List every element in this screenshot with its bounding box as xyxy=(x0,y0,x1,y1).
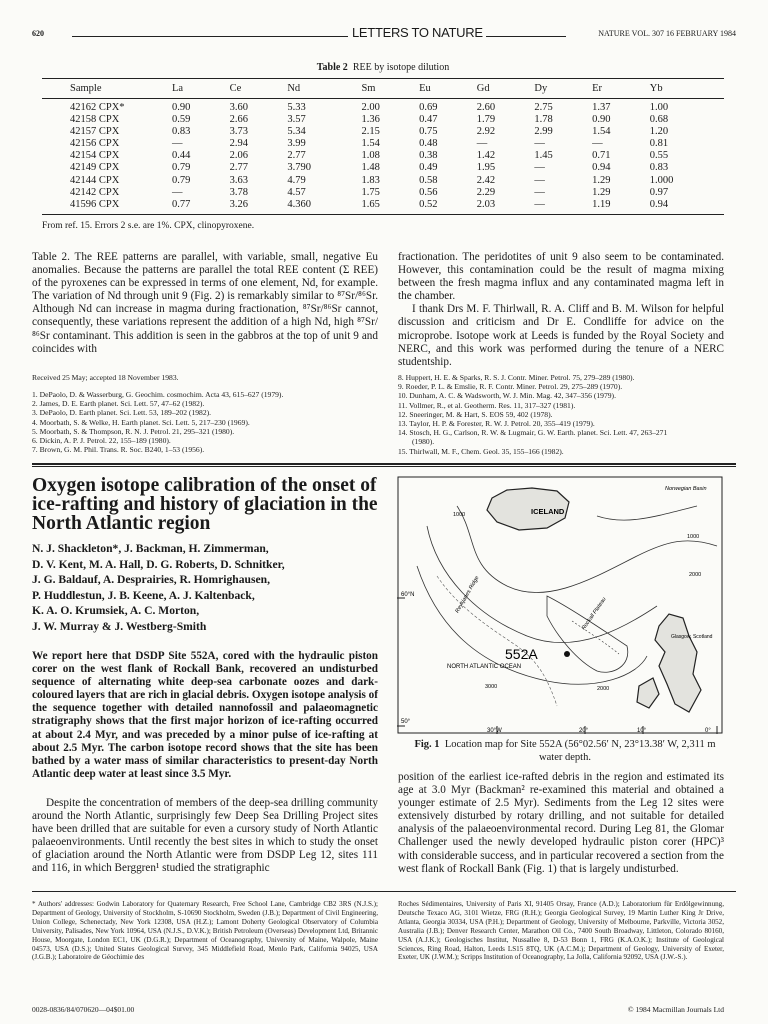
prev-article-text-left: Table 2. The REE patterns are parallel, with variable, small, negative Eu anomalies. Because the patterns are parallel the total REE content (Σ REE) of the pyroxenes can be expressed in terms of one element, Nd, for example. The variation of Nd through unit 9 (Fig. 2) is remarkably similar to ⁸⁷Sr/⁸⁶Sr. Although Nd can increase in magma during fractionation, ⁸⁷Sr/⁸⁶Sr cannot, consequently, these variations represent the addition of a high Nd, high ⁸⁷Sr/⁸⁶Sr contaminant. This addition is seen in the gabbros at the top of unit 9 and coincides with xyxy=(32,251,378,355)
table-body xyxy=(42,99,724,215)
reference-item: 13. Taylor, H. P. & Forester, R. W. J. Petrol. 20, 355–419 (1979). xyxy=(398,419,595,429)
table-row xyxy=(42,114,724,126)
table-row xyxy=(42,138,724,150)
label-lon-0: 0° xyxy=(705,728,711,734)
table-cell: 0.90 xyxy=(172,102,191,113)
label-iceland: ICELAND xyxy=(531,507,565,516)
table-header-cell: Eu xyxy=(419,83,431,94)
table-title xyxy=(42,62,724,73)
table-cell: 1.79 xyxy=(476,114,496,126)
label-reykjanes-ridge: Reykjanes Ridge xyxy=(454,575,481,615)
table-cell: 0.81 xyxy=(649,138,669,150)
page-number: 620 xyxy=(32,29,44,38)
reference-item: 3. DePaolo, D. Earth planet. Sci. Lett. 53, 189–202 (1982). xyxy=(32,408,212,418)
table-cell: 0.69 xyxy=(419,102,438,113)
table-row xyxy=(42,150,724,162)
table-cell: 0.90 xyxy=(592,114,611,126)
running-header xyxy=(32,26,736,42)
figure-label: Fig. 1 xyxy=(414,739,440,750)
table-cell: 1.29 xyxy=(592,186,611,198)
table-cell: 0.79 xyxy=(172,162,191,174)
reference-item: 10. Dunham, A. C. & Wadsworth, W. J. Min. Mag. 42, 347–356 (1979). xyxy=(398,391,616,401)
label-lat-60: 60°N xyxy=(401,592,415,598)
table-footnote: From ref. 15. Errors 2 s.e. are 1%. CPX, clinopyroxene. xyxy=(42,220,255,231)
table-cell: 0.77 xyxy=(172,198,191,210)
table-cell: 42157 CPX xyxy=(70,126,120,138)
table-cell: 42144 CPX xyxy=(70,174,120,186)
label-lon-30: 30°W xyxy=(487,728,502,734)
copyright: © 1984 Macmillan Journals Ltd xyxy=(627,1005,724,1014)
table-cell: 3.63 xyxy=(229,174,249,186)
references-right xyxy=(398,373,724,456)
table-cell: 1.75 xyxy=(361,186,380,198)
author-line: J. G. Baldauf, A. Desprairies, R. Homrighausen, xyxy=(32,573,271,586)
table-cell: 41596 CPX xyxy=(70,198,120,210)
author-line: K. A. O. Krumsiek, A. C. Morton, xyxy=(32,604,200,617)
table-cell: 5.34 xyxy=(287,126,306,138)
ree-table xyxy=(42,78,724,215)
label-contour-2000b: 2000 xyxy=(597,686,610,692)
label-norwegian-basin: Norwegian Basin xyxy=(665,486,707,492)
table-cell: 4.360 xyxy=(287,198,311,210)
table-row xyxy=(42,126,724,138)
table-cell: 42154 CPX xyxy=(70,150,120,162)
table-cell: 2.29 xyxy=(476,186,496,198)
table-cell: 0.94 xyxy=(649,198,669,210)
footnote-rule xyxy=(32,891,736,892)
reference-item: 2. James, D. E. Earth planet. Sci. Lett. 57, 47–62 (1982). xyxy=(32,399,205,409)
author-list xyxy=(32,541,378,634)
table-cell: 0.83 xyxy=(649,162,669,174)
reference-item: 1. DePaolo, D. & Wasserburg, G. Geochim. cosmochim. Acta 43, 615–627 (1979). xyxy=(32,390,284,399)
author-line: N. J. Shackleton*, J. Backman, H. Zimmerman, xyxy=(32,542,269,555)
author-addresses-left: * Authors' addresses: Godwin Laboratory for Quaternary Research, Free School Lane, Cambridge CB2 3RS (N.J.S.); Department of Geology, University of Stockholm, S-10690 Stockholm, Sweden (J.B.); Department of Civil Engineering, Union College, Schenectady, New York 12308, USA (H.Z.); Lamont Doherty Geological Observatory of Columbia University, Palisades, New York 10964, USA (N.J.S., D.V.K.); British Petroleum (Overseas) Development Ltd, Britannic House, Moorgate, London EC1, UK (D.G.R.); Department of Oceanography, University of Maine, Walpole, Maine 04573, USA (D.S.); United States Geological Survey, 345 Middlefield Road, Menlo Park, California 94025, USA (J.G.B.); Laboratoire de Géochimie des xyxy=(32,900,378,962)
table-header-cell: Er xyxy=(592,83,602,94)
label-contour-3000: 3000 xyxy=(485,684,498,690)
article-code: 0028-0836/84/070620—04$01.00 xyxy=(32,1005,135,1014)
table-header-cell: Gd xyxy=(476,83,490,94)
table-cell: — xyxy=(534,174,545,186)
author-line: D. V. Kent, M. A. Hall, D. G. Roberts, D. Schnitker, xyxy=(32,557,285,571)
table-header-cell: Yb xyxy=(649,83,663,94)
figure-caption xyxy=(410,739,720,764)
reference-item: 4. Moorbath, S. & Welke, H. Earth planet. Sci. Lett. 5, 217–230 (1969). xyxy=(32,417,250,427)
table-cell: 0.48 xyxy=(419,138,438,150)
table-cell: 1.45 xyxy=(534,150,553,162)
table-cell: 4.79 xyxy=(287,174,306,186)
table-cell: 42156 CPX xyxy=(70,138,120,150)
table-cell: 1.29 xyxy=(592,174,611,186)
table-cell: — xyxy=(476,138,488,150)
table-cell: 2.77 xyxy=(229,162,249,174)
table-cell: — xyxy=(534,186,545,198)
reference-item: 14. Stosch, H. G., Carlson, R. W. & Lugmair, G. W. Earth. planet. Sci. Lett. 47, 263–271 xyxy=(398,428,668,438)
table-cell: 2.42 xyxy=(476,174,496,186)
table-cell: 0.68 xyxy=(649,114,669,126)
table-row xyxy=(42,99,724,115)
prev-article-text-right xyxy=(398,251,724,369)
table-cell: 1.48 xyxy=(361,162,380,174)
label-glasgow: Glasgow, Scotland xyxy=(671,634,713,640)
table-caption: REE by isotope dilution xyxy=(352,62,450,73)
table-cell: 0.59 xyxy=(172,114,191,126)
table-header-cell: Sm xyxy=(361,83,376,94)
reference-item: 11. Vollmer, R., et al. Geotherm. Res. 11, 317–327 (1981). xyxy=(398,400,576,410)
table-cell: 3.78 xyxy=(229,186,249,198)
table-cell: 0.75 xyxy=(419,126,438,138)
label-contour-1000b: 1000 xyxy=(687,534,700,540)
table-cell: 1.20 xyxy=(649,126,669,138)
table-cell: 1.54 xyxy=(361,138,380,150)
table-cell: 4.57 xyxy=(287,186,306,198)
table-cell: 1.36 xyxy=(361,114,380,126)
table-cell: 2.06 xyxy=(229,150,249,162)
table-cell: 42142 CPX xyxy=(70,186,120,198)
label-ocean: NORTH ATLANTIC OCEAN xyxy=(447,664,522,670)
body-text-left: Despite the concentration of members of the deep-sea drilling community around the North Atlantic, surprisingly few Deep Sea Drilling Project sites have been drilled that are suitable for even a cursory study of North Atlantic palaeoenvironments. Until recently the best sites in which to study the onset of glaciation around the North Atlantic were from DSDP Leg 12, sites 111 and 116, in which Berggren¹ studied the stratigraphic xyxy=(32,797,378,875)
table-cell: 1.78 xyxy=(534,114,553,126)
table-cell: 0.38 xyxy=(419,150,438,162)
table-cell: 2.75 xyxy=(534,102,553,113)
table-cell: 1.08 xyxy=(361,150,380,162)
table-cell: — xyxy=(172,138,183,150)
table-cell: 3.73 xyxy=(229,126,249,138)
table-row xyxy=(42,187,724,199)
table-cell: — xyxy=(592,138,603,150)
table-cell: 0.56 xyxy=(419,186,438,198)
table-row xyxy=(42,175,724,187)
table-cell: 2.60 xyxy=(476,102,496,113)
prev-article-acknowledgements: I thank Drs M. F. Thirlwall, R. A. Cliff and B. M. Wilson for helpful discussion and criticism and Dr E. Condliffe for advice on the microprobe. Isotope work at Leeds is funded by the Royal Society and NERC, and this work was performed during the tenure of a NERC studentship. xyxy=(398,303,724,368)
reference-item: (1980). xyxy=(412,437,435,447)
reference-item: 15. Thirlwall, M. F., Chem. Geol. 35, 155–166 (1982). xyxy=(398,446,564,456)
table-cell: 1.95 xyxy=(476,162,496,174)
reference-item: 7. Brown, G. M. Phil. Trans. R. Soc. B240, 1–53 (1956). xyxy=(32,445,205,455)
label-contour-2000a: 2000 xyxy=(689,572,702,578)
table-cell: 0.94 xyxy=(592,162,611,174)
table-cell: 1.54 xyxy=(592,126,611,138)
author-line: P. Huddlestun, J. B. Keene, A. J. Kaltenback, xyxy=(32,588,255,602)
article-divider xyxy=(32,463,736,465)
reference-item: 9. Roeder, P. L. & Emslie, R. F. Contr. Miner. Petrol. 29, 275–289 (1970). xyxy=(398,382,623,392)
table-cell: 0.49 xyxy=(419,162,438,174)
header-rule-left xyxy=(72,36,348,37)
table-cell: 0.44 xyxy=(172,150,191,162)
table-cell: 1.65 xyxy=(361,198,380,210)
author-addresses-right: Roches Sédimentaires, University of Paris XI, 91405 Orsay, France (A.D.); Laboratorium für Erdölgewinnung, Deutsche Texaco AG, 3101 Wietze, FRG (R.H.); Georgia Geological Survey, 19 Martin Luther King Jr Drive, Atlanta, Georgia 30334, USA (P.H.); Department of Geology, University of Melbourne, Parkville, Victoria 3052, Australia (J.B.); Denver Research Center, Marathon Oil Co., 7400 South Broadway, Littleton, Colorado 80160, USA (A.J.K.); Geologisches Institut, Nussallee 8, D-53 Bonn 1, FRG (K.A.O.K.); Institute of Geological Sciences, Ring Road, Halton, Leeds LS15 8TQ, UK (A.C.M.); Department of Geology, University of Exeter, Exeter, UK (J.W.M.); Scripps Institution of Oceanography, La Jolla, California 92092, USA (J.W.-S.). xyxy=(398,900,724,962)
table-row xyxy=(42,199,724,215)
references-left xyxy=(32,390,378,454)
table-header-cell: Sample xyxy=(70,83,102,94)
author-line: J. W. Murray & J. Westberg-Smith xyxy=(32,619,207,633)
reference-item: 6. Dickin, A. P. J. Petrol. 22, 155–189 (1980). xyxy=(32,436,171,446)
table-header-cell: Ce xyxy=(229,83,242,94)
table-cell: 42149 CPX xyxy=(70,162,120,174)
table-cell: 1.00 xyxy=(649,102,669,113)
table-cell: 0.47 xyxy=(419,114,438,126)
table-cell: 2.99 xyxy=(534,126,553,138)
site-552a-marker xyxy=(564,651,570,657)
header-rule-right xyxy=(486,36,566,37)
table-cell: 42158 CPX xyxy=(70,114,120,126)
table-cell: 0.97 xyxy=(649,186,669,198)
table-cell: 1.19 xyxy=(592,198,611,210)
table-cell: 3.26 xyxy=(229,198,249,210)
table-cell: — xyxy=(534,138,545,150)
table-cell: 3.99 xyxy=(287,138,306,150)
label-contour-1000a: 1000 xyxy=(453,512,466,518)
reference-item: 8. Huppert, H. E. & Sparks, R. S. J. Contr. Miner. Petrol. 75, 279–289 (1980). xyxy=(398,373,635,382)
article-title: Oxygen isotope calibration of the onset of ice-rafting and history of glaciation in the North Atlantic region xyxy=(32,475,378,534)
table-cell: 2.92 xyxy=(476,126,496,138)
label-lat-50: 50° xyxy=(401,719,411,725)
label-rockall-plateau: Rockall Plateau xyxy=(580,596,608,632)
table-cell: 2.66 xyxy=(229,114,249,126)
article-divider-thin xyxy=(32,466,736,467)
reference-item: 5. Moorbath, S. & Thompson, R. N. J. Petrol. 21, 295–321 (1980). xyxy=(32,426,235,436)
table-cell: 3.57 xyxy=(287,114,306,126)
received-date: Received 25 May; accepted 18 November 1983. xyxy=(32,373,179,382)
table-cell: 2.15 xyxy=(361,126,380,138)
table-cell: 2.00 xyxy=(361,102,380,113)
table-cell: 0.83 xyxy=(172,126,191,138)
table-cell: 1.83 xyxy=(361,174,380,186)
table-cell: 1.37 xyxy=(592,102,611,113)
table-cell: 0.52 xyxy=(419,198,438,210)
table-cell: 2.94 xyxy=(229,138,249,150)
table-cell: 0.58 xyxy=(419,174,438,186)
table-label: Table 2 xyxy=(316,62,348,73)
table-header-cell: La xyxy=(172,83,184,94)
reference-item: 12. Sneeringer, M. & Hart, S. EOS 59, 402 (1978). xyxy=(398,409,553,419)
label-lon-20: 20° xyxy=(579,728,589,734)
table-cell: 0.71 xyxy=(592,150,611,162)
table-cell: — xyxy=(534,198,545,210)
abstract: We report here that DSDP Site 552A, cored with the hydraulic piston corer on the west flank of Rockall Bank, recovered an undisturbed sequence of alternating white deep-sea carbonate oozes and dark-coloured layers that are rich in glacial debris. Oxygen isotope analysis of the sequence together with detailed nannofossil and palaeomagnetic stratigraphy shows that the first major horizon of ice-rafting occurred at about 2.4 Myr, and was preceded by a minor pulse of ice-rafting at about 2.5 Myr. The carbon isotope record shows that the site has been bathed by a water mass of similar characteristics to present-day North Atlantic deep water at least since 3.5 Myr. xyxy=(32,650,378,780)
table-header-cell: Nd xyxy=(287,83,301,94)
table-row xyxy=(42,162,724,174)
table-2 xyxy=(42,62,724,231)
label-site-552a: 552A xyxy=(505,646,538,662)
table-cell: 3.60 xyxy=(229,102,249,113)
table-header-cell: Dy xyxy=(534,83,548,94)
table-cell: 1.42 xyxy=(476,150,496,162)
table-header-row xyxy=(42,79,724,99)
journal-citation: NATURE VOL. 307 16 FEBRUARY 1984 xyxy=(598,29,736,38)
table-cell: 0.79 xyxy=(172,174,191,186)
table-cell: — xyxy=(172,186,183,198)
figure-caption-text: Location map for Site 552A (56°02.56′ N, 23°13.38′ W, 2,311 m water depth. xyxy=(444,739,716,763)
section-title: LETTERS TO NATURE xyxy=(352,25,483,40)
table-cell: 42162 CPX* xyxy=(70,102,125,113)
label-lon-10: 10° xyxy=(637,728,647,734)
table-cell: 2.03 xyxy=(476,198,496,210)
table-cell: 3.790 xyxy=(287,162,311,174)
table-cell: 0.55 xyxy=(649,150,669,162)
table-cell: 1.000 xyxy=(649,174,674,186)
table-cell: 2.77 xyxy=(287,150,306,162)
body-text-right: position of the earliest ice-rafted debris in the region and estimated its age at 3.0 Myr (Backman² re-examined this material and obtained a younger estimate of 2.5 Myr). Sediments from the Leg 12 sites were extensively disturbed by rotary drilling, and not suitable for detailed analysis of the palaeoenvironmental record. During Leg 81, the Glomar Challenger used the newly developed hydraulic piston corer (HPC)³ with considerable success, and in particular recovered a section from the west flank of Rockall Bank (Fig. 1) that is largely undisturbed. xyxy=(398,771,724,875)
table-cell: — xyxy=(534,162,545,174)
prev-article-para-1: fractionation. The peridotites of unit 9 also seem to be contaminated. However, this contamination could be the result of magma mixing between the fresh magma influx and any contaminated magma left in the chamber. xyxy=(398,251,724,303)
location-map xyxy=(397,476,723,734)
table-cell: 5.33 xyxy=(287,102,306,113)
